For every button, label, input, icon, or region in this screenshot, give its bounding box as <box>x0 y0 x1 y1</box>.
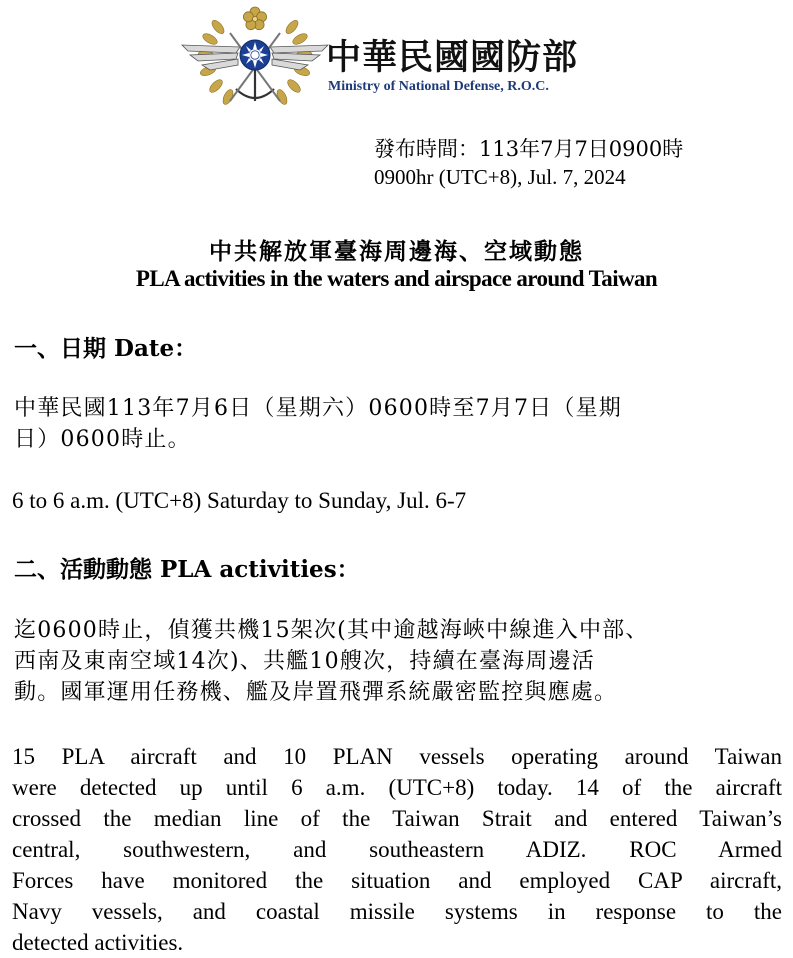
date-zh-line: 日）0600時止。 <box>14 427 191 452</box>
activities-en-line: crossed the median line of the Taiwan Strait and entered Taiwan’s <box>12 806 782 831</box>
activities-en-line: Forces have monitored the situation and employed CAP aircraft, <box>12 868 782 893</box>
activities-zh-line: 迄0600時止，偵獲共機15架次(其中逾越海峽中線進入中部、 <box>14 618 649 643</box>
document-title-zh: 中共解放軍臺海周邊海、空域動態 <box>209 238 584 265</box>
activities-zh-line: 動。國軍運用任務機、艦及岸置飛彈系統嚴密監控與應處。 <box>14 680 618 705</box>
document-title-en: PLA activities in the waters and airspace around Taiwan <box>135 266 658 291</box>
mnd-emblem-icon <box>180 5 330 117</box>
activities-en-line: 15 PLA aircraft and 10 PLAN vessels operating around Taiwan <box>12 744 782 769</box>
org-name-zh: 中華民國國防部 <box>326 38 579 78</box>
activities-paragraph-zh <box>14 615 784 708</box>
activities-en-line: were detected up until 6 a.m. (UTC+8) today. 14 of the aircraft <box>12 775 782 800</box>
activities-en-line: Navy vessels, and coastal missile systems in response to the <box>12 899 782 924</box>
section-heading-activities: 二、活動動態 PLA activities： <box>14 556 360 583</box>
section-heading-date: 一、日期 Date： <box>14 335 198 362</box>
activities-en-line: central, southwestern, and southeastern ADIZ. ROC Armed <box>12 837 782 862</box>
date-paragraph-zh <box>14 393 784 455</box>
date-paragraph-en: 6 to 6 a.m. (UTC+8) Saturday to Sunday, Jul. 6-7 <box>12 488 467 513</box>
date-zh-line: 中華民國113年7月6日（星期六）0600時至7月7日（星期 <box>14 396 622 421</box>
mnd-emblem-logo <box>180 5 330 117</box>
activities-paragraph-en <box>12 741 782 958</box>
activities-zh-line: 西南及東南空域14次)、共艦10艘次，持續在臺海周邊活 <box>14 649 595 674</box>
org-name-en: Ministry of National Defense, R.O.C. <box>328 79 549 94</box>
activities-en-line: detected activities. <box>12 930 184 955</box>
release-time-zh: 發布時間：113年7月7日0900時 <box>374 137 684 161</box>
release-time-en: 0900hr (UTC+8), Jul. 7, 2024 <box>374 165 626 189</box>
